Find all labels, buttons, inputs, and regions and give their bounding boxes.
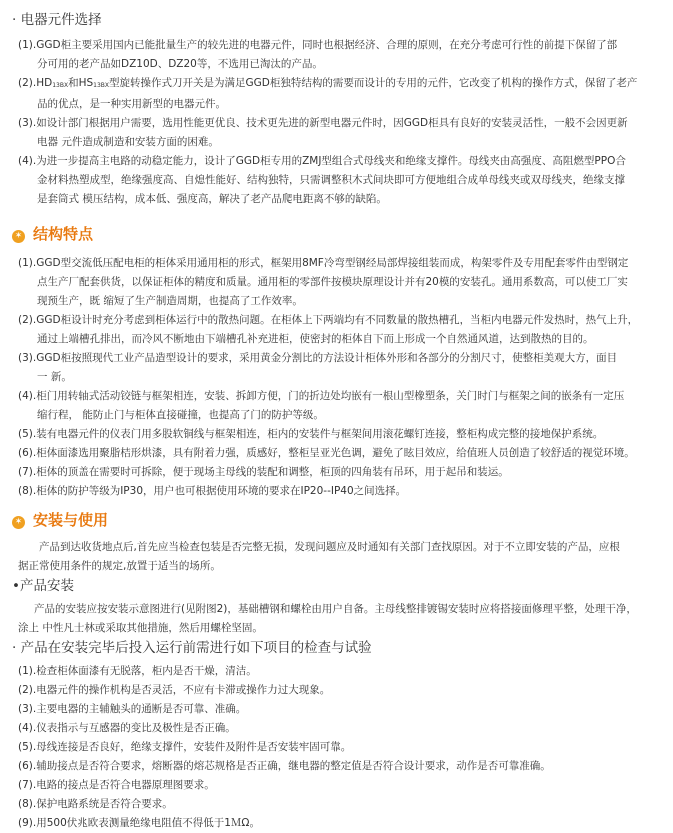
star-bullet-icon: ✶ <box>12 230 25 243</box>
list-item: (3).如设计部门根据用户需要，选用性能更优良、技术更先进的新型电器元件时，因GGD柜具有良好的安装灵活性，一般不会因更新 电器 元件造成制造和安装方面的困难。 <box>18 117 628 148</box>
section-title-checks: · 产品在安装完毕后投入运行前需进行如下项目的检查与试验 <box>12 640 372 656</box>
checks-list <box>18 662 663 833</box>
section-title-structure: ✶ 结构特点 <box>12 223 93 245</box>
list-item: (4).柜门用转轴式活动铰链与框架相连，安装、拆卸方便，门的折边处均嵌有一根山型橡塑条，关门时门与框架之间的嵌条有一定压 缩行程， 能防止门与柜体直接碰撞，也提高了门的防护等级。 <box>18 390 625 421</box>
list-item: (1).GGD型交流低压配电柜的柜体采用通用柜的形式，框架用8MF冷弯型钢经局部焊接组装而成，构架零件及专用配套零件由型钢定 点生产厂配套供货，以保证柜体的精度和质量。通用柜的零部件按模块原理设计并有20模的安装孔。通用系数高，可以使工厂实 现预生产，既 缩短了生产制造周期，也提高了工作效率。 <box>18 257 629 307</box>
list-item: (9).用500伏兆欧表测量绝缘电阻值不得低于1ＭΩ。 <box>18 817 260 829</box>
list-item: (2).GGD柜设计时充分考虑到柜体运行中的散热问题。在柜体上下两端均有不同数量的散热槽孔，当柜内电器元件发热时，热气上升， 通过上端槽孔排出，而冷风不断地由下端槽孔补充进柜，使密封的柜体自下而上形成一个自然通风道，达到散热的目的。 <box>18 314 639 345</box>
list-item: (2).电器元件的操作机构是否灵活，不应有卡滞或操作力过大现象。 <box>18 684 331 696</box>
list-item: (7).柜体的顶盖在需要时可拆除，便于现场主母线的装配和调整，柜顶的四角装有吊环，用于起吊和装运。 <box>18 466 509 478</box>
list-item: (8).保护电路系统是否符合要求。 <box>18 798 173 810</box>
list-item: (4).为进一步提高主电路的动稳定能力，设计了GGD柜专用的ZMJ型组合式母线夹和绝缘支撑件。母线夹由高强度、高阻燃型PPO合 金材料热塑成型，绝缘强度高、自熄性能好、结构独特，只需调整积木式间块即可方便地组合成单母线夹或双母线夹，绝缘支撑 是套筒式 模压结构，成本低、强度高，解决了老产品爬电距离不够的缺陷。 <box>18 155 626 205</box>
section-title-product-install: •产品安装 <box>12 578 74 594</box>
list-item: (3).主要电器的主辅触头的通断是否可靠、准确。 <box>18 703 247 715</box>
list-item: (3).GGD柜按照现代工业产品造型设计的要求，采用黄金分割比的方法设计柜体外形和各部分的分割尺寸，使整柜美观大方，面目 一 新。 <box>18 352 618 383</box>
selection-list <box>18 36 663 209</box>
list-item: (5).装有电器元件的仪表门用多股软铜线与框架相连，柜内的安装件与框架间用滚花螺钉连接，整柜构成完整的接地保护系统。 <box>18 428 604 440</box>
list-item: (1).检查柜体面漆有无脱落，柜内是否干燥，清洁。 <box>18 665 257 677</box>
list-item: (6).柜体面漆选用聚脂桔形烘漆，具有附着力强，质感好，整柜呈亚光色调，避免了眩目效应，给值班人员创造了较舒适的视觉环境。 <box>18 447 635 459</box>
section-title-selection: · 电器元件选择 <box>12 12 102 28</box>
install-intro: 产品到达收货地点后,首先应当检查包装是否完整无损，发现问题应及时通知有关部门查找原因。对于不立即安装的产品，应根 据正常使用条件的规定,放置于适当的场所。 <box>18 541 620 572</box>
star-bullet-icon: ✶ <box>12 516 25 529</box>
section-title-install: ✶ 安装与使用 <box>12 509 108 531</box>
structure-list <box>18 254 663 501</box>
list-item: (8).柜体的防护等级为IP30，用户也可根据使用环境的要求在IP20--IP40之间选择。 <box>18 485 407 497</box>
list-item: (5).母线连接是否良好，绝缘支撑件，安装件及附件是否安装牢固可靠。 <box>18 741 352 753</box>
list-item: (1).GGD柜主要采用国内已能批量生产的较先进的电器元件，同时也根据经济、合理的原则，在充分考虑可行性的前提下保留了部 分可用的老产品如DZ10D、DZ20等，不选用已淘汰的产品。 <box>18 39 618 70</box>
list-item: (4).仪表指示与互感器的变比及极性是否正确。 <box>18 722 236 734</box>
product-install-text: 产品的安装应按安装示意图进行(见附图2)，基础槽钢和螺栓由用户自备。主母线整排镀锡安装时应将搭接面修理平整，处理干净， 涂上 中性凡士林或采取其他措施，然后用螺栓坚固。 <box>18 603 637 634</box>
list-item: (2).HD13BX和HS13BX型旋转操作式刀开关是为满足GGD柜独特结构的需要而设计的专用的元件，它改变了机构的操作方式，保留了老产 品的优点，是一种实用新型的电器元件。 <box>18 77 638 110</box>
list-item: (6).辅助接点是否符合要求，熔断器的熔芯规格是否正确，继电器的整定值是否符合设计要求，动作是否可靠准确。 <box>18 760 551 772</box>
list-item: (7).电路的接点是否符合电器原理图要求。 <box>18 779 215 791</box>
